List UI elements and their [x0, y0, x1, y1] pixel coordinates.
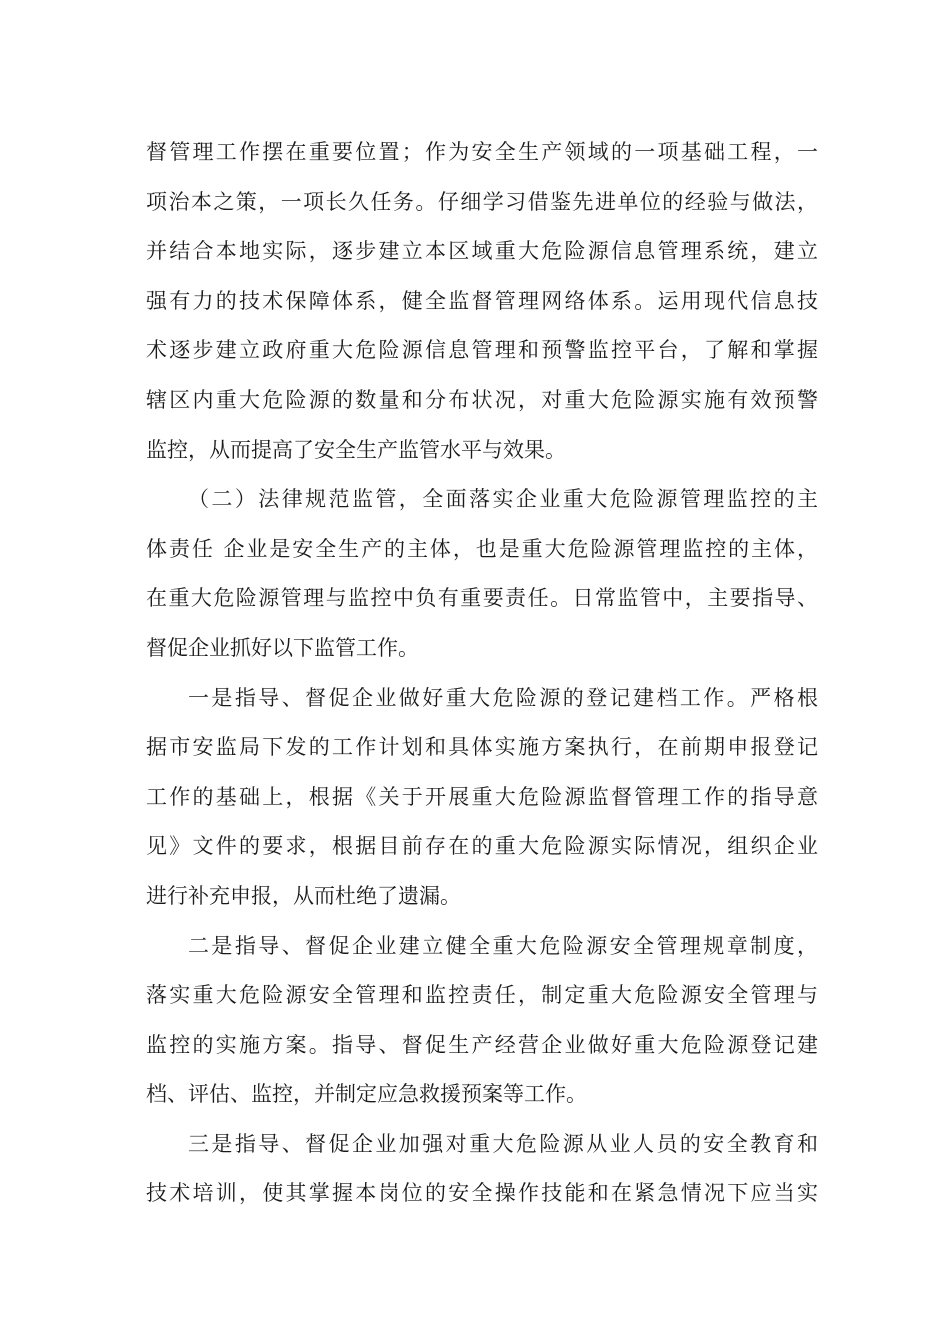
text-line: 督促企业抓好以下监管工作。 — [146, 635, 419, 660]
text-line: 监控的实施方案。指导、督促生产经营企业做好重大危险源登记建 — [146, 1032, 818, 1057]
text-line: 一是指导、督促企业做好重大危险源的登记建档工作。严格根 — [188, 685, 818, 710]
text-line: 体责任 企业是安全生产的主体，也是重大危险源管理监控的主体， — [146, 536, 818, 561]
text-line: 技术培训，使其掌握本岗位的安全操作技能和在紧急情况下应当实 — [146, 1181, 818, 1206]
section-heading-line: （二）法律规范监管，全面落实企业重大危险源管理监控的主 — [188, 487, 818, 512]
text-line: 档、评估、监控，并制定应急救援预案等工作。 — [146, 1082, 587, 1107]
text-line: 项治本之策，一项长久任务。仔细学习借鉴先进单位的经验与做法， — [146, 189, 818, 214]
text-line: 见》文件的要求，根据目前存在的重大危险源实际情况，组织企业 — [146, 834, 818, 859]
text-line: 工作的基础上，根据《关于开展重大危险源监督管理工作的指导意 — [146, 784, 818, 809]
text-line: 进行补充申报，从而杜绝了遗漏。 — [146, 883, 461, 908]
text-line: 强有力的技术保障体系，健全监督管理网络体系。运用现代信息技 — [146, 288, 818, 313]
text-line: 落实重大危险源安全管理和监控责任，制定重大危险源安全管理与 — [146, 983, 818, 1008]
text-line: 术逐步建立政府重大危险源信息管理和预警监控平台，了解和掌握 — [146, 338, 818, 363]
text-line: 三是指导、督促企业加强对重大危险源从业人员的安全教育和 — [188, 1131, 818, 1156]
text-line: 并结合本地实际，逐步建立本区域重大危险源信息管理系统，建立 — [146, 239, 818, 264]
text-line: 监控，从而提高了安全生产监管水平与效果。 — [146, 437, 566, 462]
text-line: 辖区内重大危险源的数量和分布状况，对重大危险源实施有效预警 — [146, 387, 818, 412]
text-line: 在重大危险源管理与监控中负有重要责任。日常监管中，主要指导、 — [146, 586, 818, 611]
body-text — [146, 128, 818, 1219]
text-line: 据市安监局下发的工作计划和具体实施方案执行，在前期申报登记 — [146, 735, 818, 760]
text-line: 二是指导、督促企业建立健全重大危险源安全管理规章制度， — [188, 933, 818, 958]
text-line: 督管理工作摆在重要位置；作为安全生产领域的一项基础工程，一 — [146, 140, 818, 164]
